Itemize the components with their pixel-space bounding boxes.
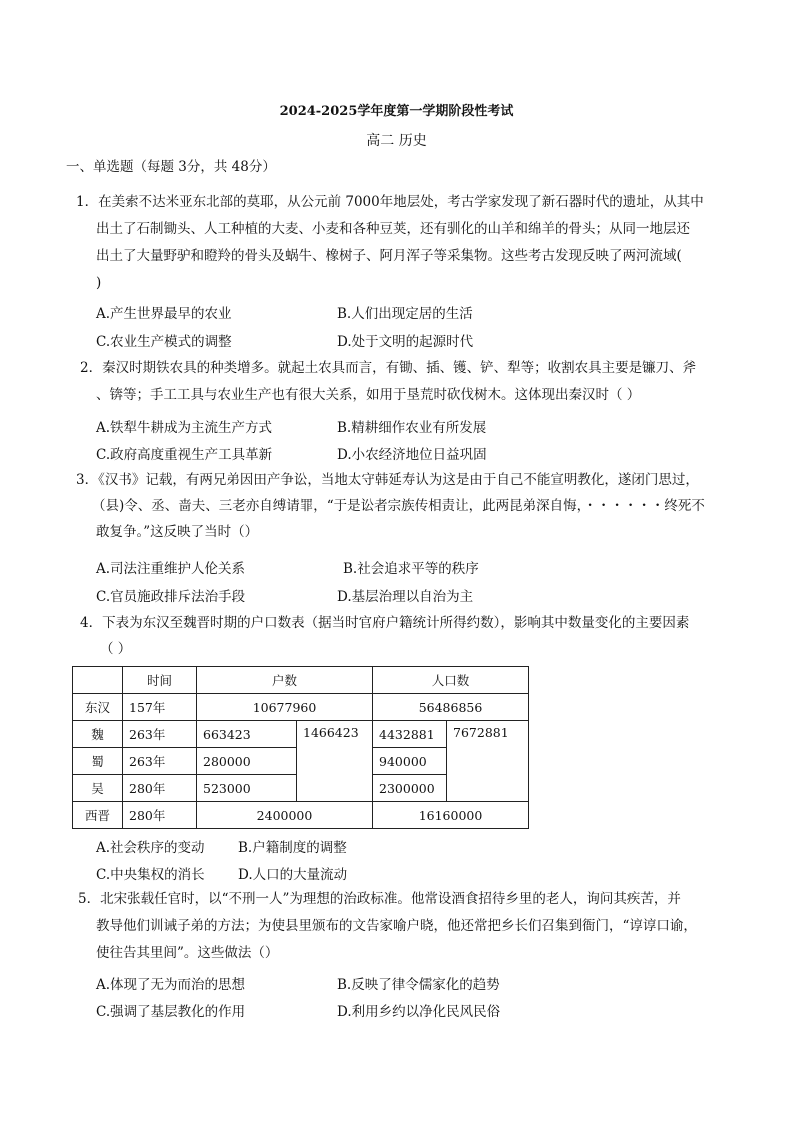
- question-5-option-c[interactable]: C.强调了基层教化的作用: [96, 1004, 246, 1020]
- table-header-row: [73, 667, 529, 694]
- question-3-option-b[interactable]: B.社会追求平等的秩序: [343, 561, 479, 577]
- question-4-line-1: 4．下表为东汉至魏晋时期的户口数表（据当时官府户籍统计所得约数），影响其中数量变化的主要因素: [80, 615, 690, 631]
- question-4-option-c[interactable]: C.中央集权的消长: [96, 867, 205, 883]
- table-cell-dynasty: 吴: [73, 775, 123, 802]
- table-cell-population: 4432881: [373, 721, 447, 748]
- question-5-option-b[interactable]: B.反映了律令儒家化的趋势: [337, 977, 500, 993]
- question-2-line-2: 、锛等；手工工具与农业生产也有很大关系，如用于垦荒时砍伐树木。这体现出秦汉时（ ）: [96, 387, 641, 403]
- table-cell-households: 10677960: [197, 694, 373, 721]
- table-cell-population: 2300000: [373, 775, 447, 802]
- table-row: [73, 721, 529, 748]
- table-cell-year: 157年: [123, 694, 197, 721]
- table-header-population: 人口数: [373, 667, 529, 694]
- question-4-option-d[interactable]: D.人口的大量流动: [238, 867, 348, 883]
- table-cell-empty: [73, 667, 123, 694]
- table-cell-year: 280年: [123, 802, 197, 829]
- question-1-option-d[interactable]: D.处于文明的起源时代: [337, 334, 474, 350]
- question-3-line-3: 敢复争。”这反映了当时（）: [96, 524, 259, 540]
- question-3-option-a[interactable]: A.司法注重维护人伦关系: [96, 561, 246, 577]
- question-2-option-b[interactable]: B.精耕细作农业有所发展: [337, 420, 487, 436]
- question-4-option-a[interactable]: A.社会秩序的变动: [96, 840, 205, 856]
- table-cell-households: 523000: [197, 775, 297, 802]
- question-3-line-1: 3．《汉书》记载，有两兄弟因田产争讼，当地太守韩延寿认为这是由于自己不能宣明教化，遂闭门思过，: [76, 472, 699, 488]
- table-cell-dynasty: 魏: [73, 721, 123, 748]
- question-1-line-4: ): [96, 275, 102, 291]
- table-cell-year: 263年: [123, 748, 197, 775]
- question-5-line-2: 教导他们训诫子弟的方法；为使县里颁布的文告家喻户晓，他还常把乡长们召集到衙门，“谆谆口谕，: [96, 918, 697, 934]
- table-cell-households: 663423: [197, 721, 297, 748]
- table-cell-population-total: 7672881: [447, 721, 529, 802]
- question-3-line-2: （县)令、丞、啬夫、三老亦自缚请罪，“于是讼者宗族传相责让，此两昆弟深自悔，・・・・・・终死不: [92, 498, 705, 514]
- question-4-option-b[interactable]: B.户籍制度的调整: [238, 840, 347, 856]
- table-row: [73, 694, 529, 721]
- question-1-option-b[interactable]: B.人们出现定居的生活: [337, 306, 473, 322]
- table-cell-households: 2400000: [197, 802, 373, 829]
- exam-title: 2024-2025学年度第一学期阶段性考试: [279, 104, 514, 119]
- table-cell-dynasty: 蜀: [73, 748, 123, 775]
- section-heading: 一、单选题（每题 3分，共 48分）: [66, 159, 276, 175]
- table-cell-households: 280000: [197, 748, 297, 775]
- question-2-option-d[interactable]: D.小农经济地位日益巩固: [337, 447, 487, 463]
- exam-subtitle: 高二 历史: [366, 133, 427, 149]
- table-cell-year: 280年: [123, 775, 197, 802]
- table-cell-population: 16160000: [373, 802, 529, 829]
- question-5-line-3: 使往告其里闾”。这些做法（）: [96, 945, 279, 961]
- question-1-line-3: 出土了大量野驴和瞪羚的骨头及蜗牛、橡树子、阿月浑子等采集物。这些考古发现反映了两河流域(: [96, 248, 682, 264]
- table-row: [73, 802, 529, 829]
- question-1-option-a[interactable]: A.产生世界最早的农业: [96, 306, 232, 322]
- table-cell-households-total: 1466423: [297, 721, 373, 802]
- table-cell-population: 56486856: [373, 694, 529, 721]
- question-1-line-2: 出土了石制锄头、人工种植的大麦、小麦和各种豆荚，还有驯化的山羊和绵羊的骨头；从同一地层还: [96, 221, 690, 237]
- question-2-option-c[interactable]: C.政府高度重视生产工具革新: [96, 447, 273, 463]
- question-2-line-1: 2．秦汉时期铁农具的种类增多。就起土农具而言，有锄、插、镬、铲、犁等；收割农具主要是镰刀、斧: [80, 360, 697, 376]
- question-1-line-1: 1．在美索不达米亚东北部的莫耶，从公元前 7000年地层处，考古学家发现了新石器时代的遗址，从其中: [76, 194, 704, 210]
- table-cell-dynasty: 西晋: [73, 802, 123, 829]
- question-3-option-d[interactable]: D.基层治理以自治为主: [337, 589, 474, 605]
- population-table: [72, 666, 529, 829]
- table-cell-year: 263年: [123, 721, 197, 748]
- question-4-line-2: （ ）: [100, 641, 132, 657]
- table-cell-population: 940000: [373, 748, 447, 775]
- table-header-time: 时间: [123, 667, 197, 694]
- question-5-option-a[interactable]: A.体现了无为而治的思想: [96, 977, 246, 993]
- question-1-option-c[interactable]: C.农业生产模式的调整: [96, 334, 232, 350]
- question-3-option-c[interactable]: C.官员施政排斥法治手段: [96, 589, 246, 605]
- question-5-option-d[interactable]: D.利用乡约以净化民风民俗: [337, 1004, 501, 1020]
- question-5-line-1: 5．北宋张载任官时，以“不刑一人”为理想的治政标准。他常设酒食招待乡里的老人，询问其疾苦，并: [78, 891, 681, 907]
- question-2-option-a[interactable]: A.铁犁牛耕成为主流生产方式: [96, 420, 273, 436]
- table-cell-dynasty: 东汉: [73, 694, 123, 721]
- table-header-households: 户数: [197, 667, 373, 694]
